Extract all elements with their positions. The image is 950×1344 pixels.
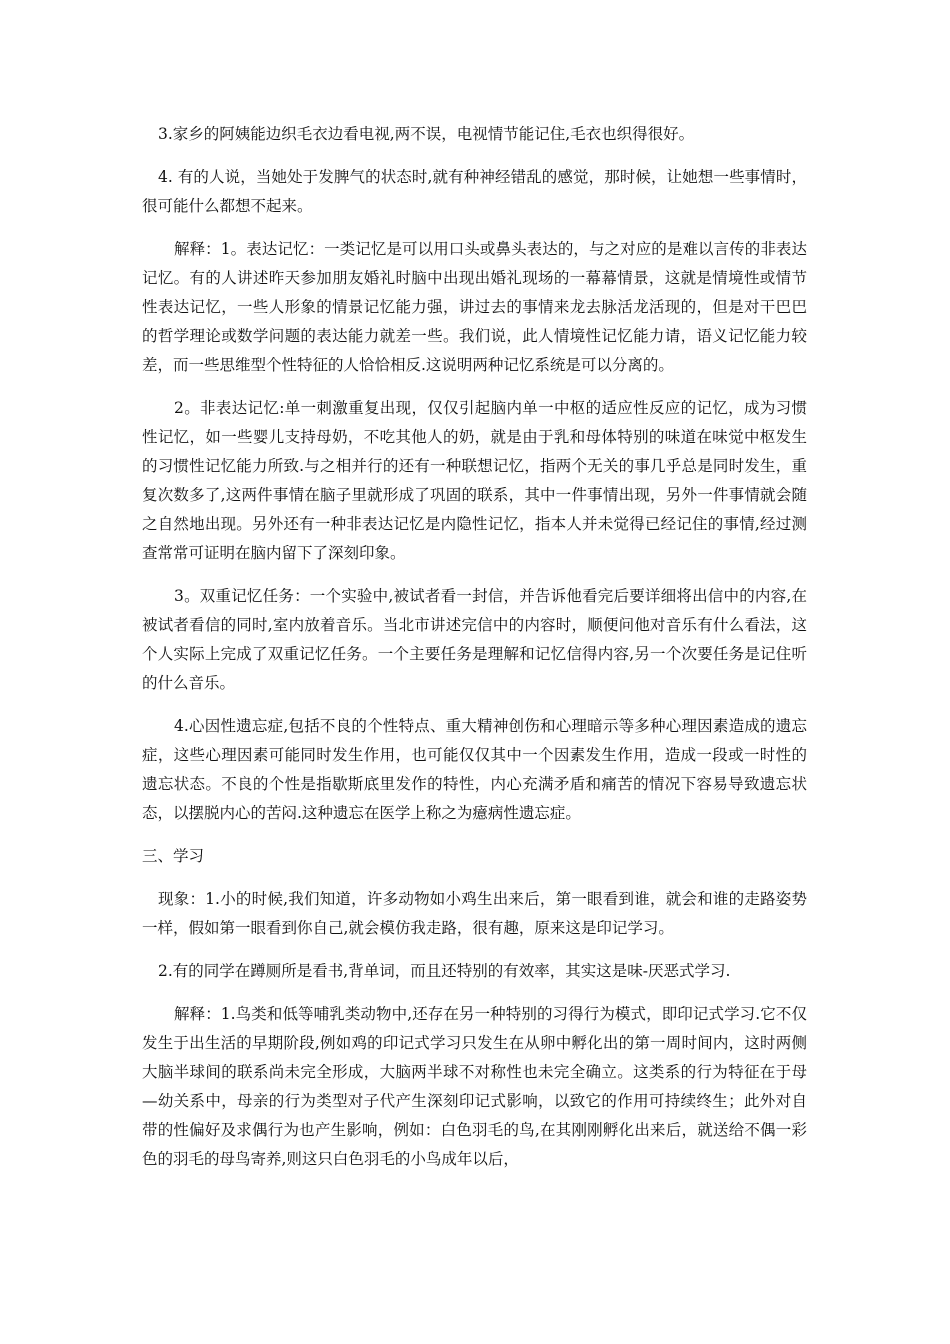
paragraph-explanation-2: 2。非表达记忆:单一刺激重复出现，仅仅引起脑内单一中枢的适应性反应的记忆，成为习惯性记忆，如一些婴儿支持母奶，不吃其他人的奶，就是由于乳和母体特别的味道在味觉中枢发生的习惯性记忆能力所致.与之相并行的还有一种联想记忆，指两个无关的事几乎总是同时发生，重复次数多了,这两件事情在脑子里就形成了巩固的联系，其中一件事情出现，另外一件事情就会随之自然地出现。另外还有一种非表达记忆是内隐性记忆，指本人并未觉得已经记住的事情,经过测查常常可证明在脑内留下了深刻印象。 <box>142 399 807 562</box>
paragraph-explanation-1: 解释：1。表达记忆：一类记忆是可以用口头或鼻头表达的，与之对应的是难以言传的非表达记忆。有的人讲述昨天参加朋友婚礼时脑中出现出婚礼现场的一幕幕情景，这就是情境性或情节性表达记忆，一些人形象的情景记忆能力强，讲过去的事情来龙去脉活龙活现的，但是对干巴巴的哲学理论或数学问题的表达能力就差一些。我们说，此人情境性记忆能力请，语义记忆能力较差，而一些思维型个性特征的人恰恰相反.这说明两种记忆系统是可以分离的。 <box>142 240 807 374</box>
paragraph-example-4: 4. 有的人说，当她处于发脾气的状态时,就有种神经错乱的感觉，那时候，让她想一些事情时，很可能什么都想不起来。 <box>142 168 807 215</box>
section-heading-learning: 三、学习 <box>142 847 205 865</box>
document-body <box>142 120 807 1188</box>
paragraph-example-3: 3.家乡的阿姨能边织毛衣边看电视,两不误，电视情节能记住,毛衣也织得很好。 <box>158 125 695 143</box>
paragraph-explanation-3: 3。双重记忆任务：一个实验中,被试者看一封信，并告诉他看完后要详细将出信中的内容,在被试者看信的同时,室内放着音乐。当北市讲述完信中的内容时，顺便问他对音乐有什么看法，这个人实际上完成了双重记忆任务。一个主要任务是理解和记忆信得内容,另一个次要任务是记住听的什么音乐。 <box>142 587 807 692</box>
paragraph-learning-explanation-1: 解释：1.鸟类和低等哺乳类动物中,还存在另一种特别的习得行为模式，即印记式学习.它不仅发生于出生活的早期阶段,例如鸡的印记式学习只发生在从卵中孵化出的第一周时间内，这时两侧大脑半球间的联系尚未完全形成，大脑两半球不对称性也未完全确立。这类系的行为特征在于母—幼关系中，母亲的行为类型对子代产生深刻印记式影响，以致它的作用可持续终生；此外对自带的性偏好及求偶行为也产生影响，例如：白色羽毛的鸟,在其刚刚孵化出来后，就送给不偶一彩色的羽毛的母鸟寄养,则这只白色羽毛的小鸟成年以后， <box>142 1005 807 1168</box>
paragraph-explanation-4: 4.心因性遗忘症,包括不良的个性特点、重大精神创伤和心理暗示等多种心理因素造成的遗忘症，这些心理因素可能同时发生作用，也可能仅仅其中一个因素发生作用，造成一段或一时性的遗忘状态。不良的个性是指歇斯底里发作的特性，内心充满矛盾和痛苦的情况下容易导致遗忘状态，以摆脱内心的苦闷.这种遗忘在医学上称之为癔病性遗忘症。 <box>142 717 807 822</box>
paragraph-phenomenon-2: 2.有的同学在蹲厕所是看书,背单词，而且还特别的有效率，其实这是味-厌恶式学习. <box>158 962 731 980</box>
paragraph-phenomenon-1: 现象：1.小的时候,我们知道，许多动物如小鸡生出来后，第一眼看到谁，就会和谁的走路姿势一样，假如第一眼看到你自己,就会模仿我走路，很有趣，原来这是印记学习。 <box>142 890 807 937</box>
